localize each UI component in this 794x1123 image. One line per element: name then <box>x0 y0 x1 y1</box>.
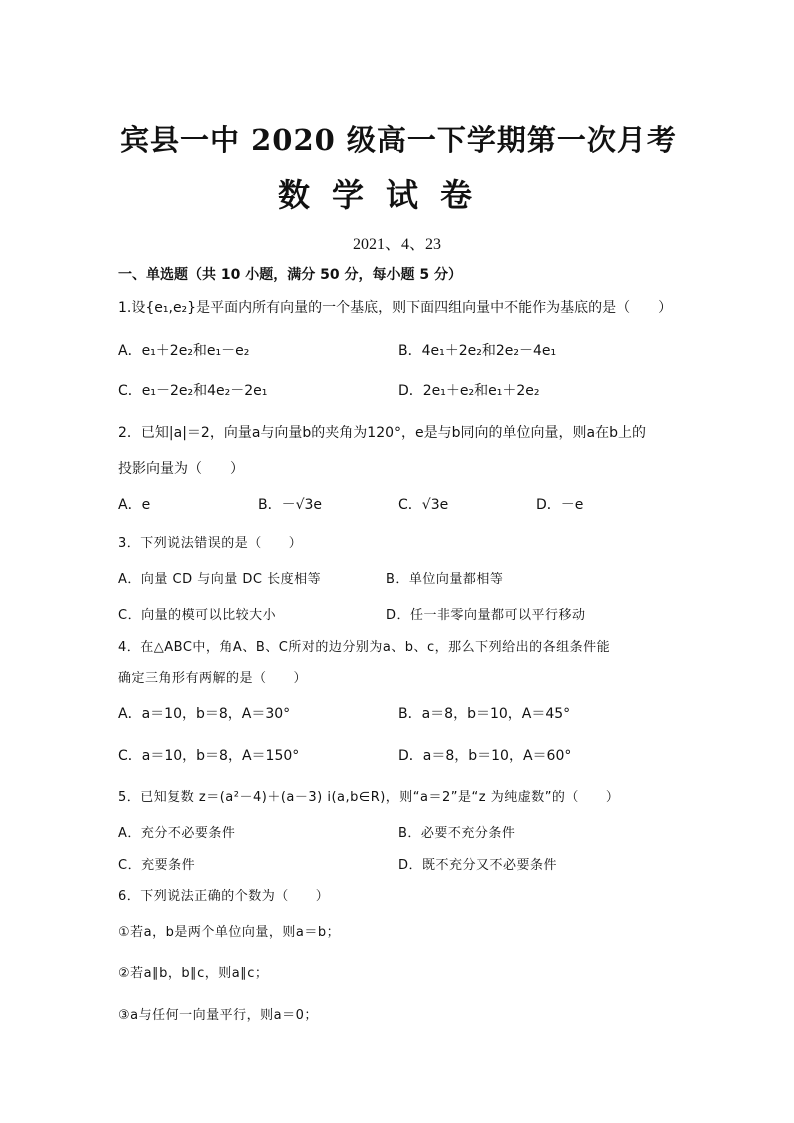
question-1-option-b: B．4e₁＋2e₂和2e₂－4e₁ <box>398 343 557 359</box>
question-6-stem: 6．下列说法正确的个数为（ ） <box>118 889 330 904</box>
question-5-option-c: C．充要条件 <box>118 858 196 873</box>
question-4-option-d: D．a＝8，b＝10，A＝60° <box>398 748 572 764</box>
question-2-stem-line-2: 投影向量为（ ） <box>118 461 244 477</box>
question-5-option-b: B．必要不充分条件 <box>398 826 516 841</box>
question-4-option-c: C．a＝10，b＝8，A＝150° <box>118 748 300 764</box>
question-5-stem: 5．已知复数 z＝(a²－4)＋(a－3) i(a,b∈R)，则“a＝2”是“z 为纯虚数”的（ ） <box>118 790 620 805</box>
subject-title: 数学试卷 <box>278 176 495 214</box>
question-1-option-d: D．2e₁＋e₂和e₁＋2e₂ <box>398 383 540 399</box>
question-6-statement-2: ②若a∥b，b∥c，则a∥c； <box>118 966 269 981</box>
question-1-stem: 1.设{e₁,e₂}是平面内所有向量的一个基底，则下面四组向量中不能作为基底的是（ ） <box>118 300 673 316</box>
question-4-option-a: A．a＝10，b＝8，A＝30° <box>118 706 291 722</box>
question-2-option-a: A．e <box>118 497 151 513</box>
exam-title: 宾县一中 2020 级高一下学期第一次月考 <box>120 123 677 157</box>
question-3-stem: 3．下列说法错误的是（ ） <box>118 536 303 551</box>
question-6-statement-1: ①若a，b是两个单位向量，则a＝b； <box>118 925 341 940</box>
question-2-option-d: D．－e <box>536 497 584 513</box>
question-1-option-c: C．e₁－2e₂和4e₂－2e₁ <box>118 383 268 399</box>
question-5-option-d: D．既不充分又不必要条件 <box>398 858 558 873</box>
question-3-option-d: D．任一非零向量都可以平行移动 <box>386 608 586 623</box>
exam-date: 2021、4、23 <box>352 236 441 253</box>
question-3-option-a: A．向量 CD 与向量 DC 长度相等 <box>118 572 322 587</box>
question-3-option-b: B．单位向量都相等 <box>386 572 504 587</box>
question-2-option-b: B．－√3e <box>258 497 323 513</box>
question-2-stem-line-1: 2．已知|a|＝2，向量a与向量b的夹角为120°，e是与b同向的单位向量，则a在b上的 <box>118 425 646 441</box>
question-4-option-b: B．a＝8，b＝10，A＝45° <box>398 706 571 722</box>
question-1-option-a: A．e₁＋2e₂和e₁－e₂ <box>118 343 250 359</box>
question-4-stem-line-1: 4．在△ABC中，角A、B、C所对的边分别为a、b、c，那么下列给出的各组条件能 <box>118 640 611 655</box>
question-5-option-a: A．充分不必要条件 <box>118 826 236 841</box>
section-heading: 一、单选题（共 10 小题，满分 50 分，每小题 5 分） <box>118 267 462 283</box>
question-2-option-c: C．√3e <box>398 497 449 513</box>
question-4-stem-line-2: 确定三角形有两解的是（ ） <box>118 671 308 686</box>
question-3-option-c: C．向量的模可以比较大小 <box>118 608 277 623</box>
question-6-statement-3: ③a与任何一向量平行，则a＝0； <box>118 1008 318 1023</box>
